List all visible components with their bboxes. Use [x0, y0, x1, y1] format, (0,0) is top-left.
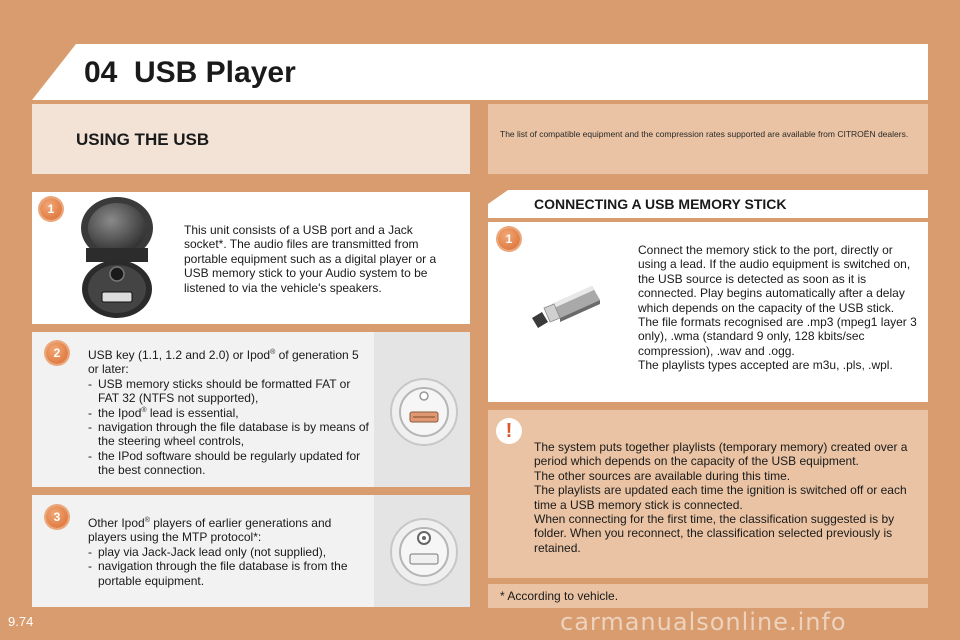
ipod-intro-a: USB key (1.1, 1.2 and 2.0) or Ipod [88, 348, 271, 362]
step-badge-3: 3 [46, 506, 68, 528]
footnote: * According to vehicle. [500, 589, 619, 603]
compatibility-list [88, 377, 372, 478]
earlier-ipod-text: Other Ipod® players of earlier generations and players using the MTP protocol*: - play via Jack-Jack lead only (not supplied), - navigation through the file database is from the portable equipment. [88, 516, 372, 588]
connect-text: Connect the memory stick to the port, directly or using a lead. If the audio equipment is switched on, the USB source is detected as soon as it is connected. Play begins automatically after a delay which depends on the capacity of the USB stick. The file formats recognised are .mp3 (mpeg1 layer 3 only), .wma (standard 9 only, 128 kbits/sec compression), .wav and .ogg. The playlists types accepted are m3u, .pls, .wpl. [638, 243, 917, 373]
usb-intro-text: This unit consists of a USB port and a Jack socket*. The audio files are transmitted from portable equipment such as a digital player or a USB memory stick to your Audio system to be listened to via the vehicle's speakers. [184, 223, 437, 295]
usb-jack-socket-image [78, 196, 156, 320]
other-ipod-intro-a: Other Ipod [88, 516, 145, 530]
section-title: USING THE USB [76, 130, 210, 149]
warning-text: The system puts together playlists (temporary memory) created over a period which depends on the capacity of the USB equipment. The other sources are available during this time. The playlists are updated each time the ignition is switched off or each time a USB memory stick is connected. When connecting for the first time, the classification suggested is by folder. When you reconnect, the classification selected previously is retained. [534, 440, 908, 555]
chapter-number: 04 [84, 56, 118, 89]
step-badge-connect-1: 1 [498, 228, 520, 250]
list-item: - the IPod software should be regularly updated for the best connection. [88, 449, 372, 478]
usb-port-icon [388, 376, 460, 448]
other-ipod-intro-b: players of earlier generations and players using the MTP protocol*: [88, 516, 332, 545]
earlier-ipod-list [88, 545, 372, 588]
list-item: - USB memory sticks should be formatted FAT or FAT 32 (NTFS not supported), [88, 377, 372, 406]
jack-port-icon [388, 516, 460, 588]
ipod-intro-b: of generation 5 or later: [88, 348, 359, 377]
list-item: - the Ipod® lead is essential, [88, 406, 372, 420]
step-badge-1: 1 [40, 198, 62, 220]
list-item: - navigation through the file database is from the portable equipment. [88, 559, 372, 588]
watermark: carmanualsonline.info [560, 608, 847, 636]
list-item: - navigation through the file database is by means of the steering wheel controls, [88, 420, 372, 449]
list-item: - play via Jack-Jack lead only (not supplied), [88, 545, 372, 559]
registered-mark: ® [270, 349, 276, 356]
step-badge-2: 2 [46, 342, 68, 364]
usb-stick-icon [522, 284, 604, 332]
note-text: The list of compatible equipment and the compression rates supported are available from CITROËN dealers. [500, 129, 909, 139]
connect-heading: CONNECTING A USB MEMORY STICK [534, 196, 787, 212]
compatibility-text [88, 348, 372, 478]
page-title: USB Player [134, 56, 296, 89]
page-number: 9.74 [8, 614, 34, 629]
warning-icon: ! [496, 418, 522, 444]
